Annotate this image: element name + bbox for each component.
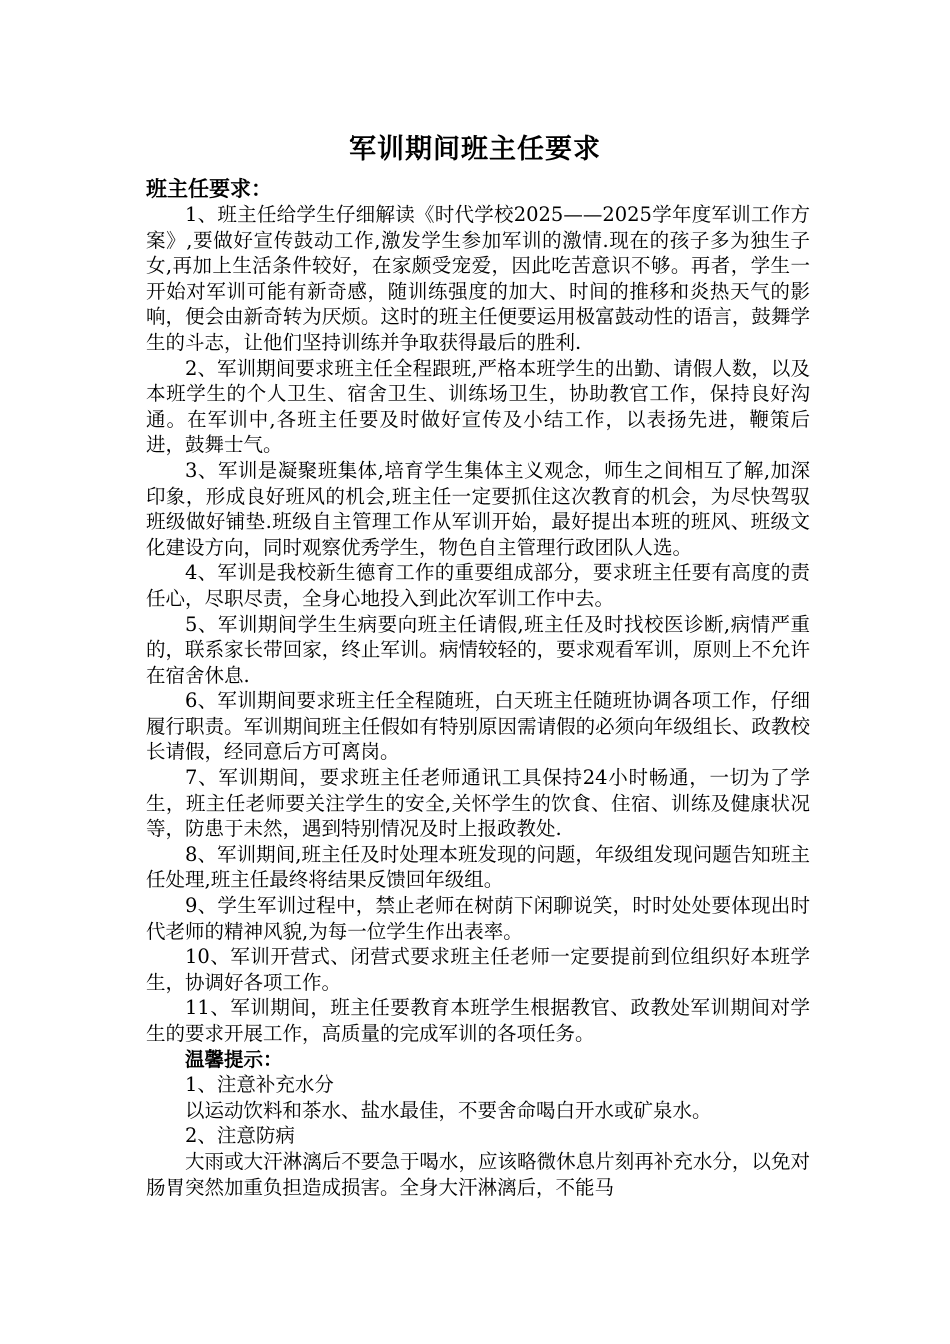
requirement-paragraph: 1、班主任给学生仔细解读《时代学校2025——2025学年度军训工作方案》,要做好宣传鼓动工作,激发学生参加军训的激情.现在的孩子多为独生子女,再加上生活条件较好，在家颇受宠爱，因此吃苦意识不够。再者，学生一开始对军训可能有新奇感，随训练强度的加大、时间的推移和炎热天气的影响，便会由新奇转为厌烦。这时的班主任便要运用极富鼓动性的语言，鼓舞学生的斗志，让他们坚持训练并争取获得最后的胜利. [146,203,810,354]
tip-item-title: 1、注意补充水分 [185,1073,334,1097]
requirement-paragraph: 5、军训期间学生生病要向班主任请假,班主任及时找校医诊断,病情严重的，联系家长带回家，终止军训。病情较轻的，要求观看军训，原则上不允许在宿舍休息. [146,612,810,687]
requirement-paragraph: 7、军训期间，要求班主任老师通讯工具保持24小时畅通，一切为了学生，班主任老师要关注学生的安全,关怀学生的饮食、住宿、训练及健康状况等，防患于未然，遇到特别情况及时上报政教处. [146,766,810,841]
tip-item-title: 2、注意防病 [185,1124,295,1148]
requirement-paragraph: 9、学生军训过程中，禁止老师在树荫下闲聊说笑，时时处处要体现出时代老师的精神风貌,为每一位学生作出表率。 [146,894,810,943]
requirement-paragraph: 10、军训开营式、闭营式要求班主任老师一定要提前到位组织好本班学生，协调好各项工作。 [146,945,810,994]
requirement-paragraph: 8、军训期间,班主任及时处理本班发现的问题，年级组发现问题告知班主任处理,班主任最终将结果反馈回年级组。 [146,842,810,892]
requirement-paragraph: 3、军训是凝聚班集体,培育学生集体主义观念，师生之间相互了解,加深印象，形成良好班风的机会,班主任一定要抓住这次教育的机会，为尽快驾驭班级做好铺垫.班级自主管理工作从军训开始，最好提出本班的班风、班级文化建设方向，同时观察优秀学生，物色自主管理行政团队人选。 [146,458,810,559]
tip-item-text: 大雨或大汗淋漓后不要急于喝水，应该略微休息片刻再补充水分，以免对肠胃突然加重负担造成损害。全身大汗淋漓后，不能马 [146,1149,810,1199]
tip-item-text: 以运动饮料和茶水、盐水最佳，不要舍命喝白开水或矿泉水。 [185,1098,712,1122]
requirement-paragraph: 6、军训期间要求班主任全程随班，白天班主任随班协调各项工作，仔细履行职责。军训期间班主任假如有特别原因需请假的必须向年级组长、政教校长请假，经同意后方可离岗。 [146,689,810,764]
section-heading: 班主任要求： [146,176,272,201]
document-title: 军训期间班主任要求 [349,134,601,165]
tips-heading: 温馨提示： [185,1047,283,1071]
document-body [146,176,810,1200]
requirement-paragraph: 4、军训是我校新生德育工作的重要组成部分，要求班主任要有高度的责任心，尽职尽责，全身心地投入到此次军训工作中去。 [146,561,810,610]
requirement-paragraph: 2、军训期间要求班主任全程跟班,严格本班学生的出勤、请假人数，以及本班学生的个人卫生、宿舍卫生、训练场卫生，协助教官工作，保持良好沟通。在军训中,各班主任要及时做好宣传及小结工作，以表扬先进，鞭策后进，鼓舞士气。 [146,356,810,457]
requirement-paragraph: 11、军训期间，班主任要教育本班学生根据教官、政教处军训期间对学生的要求开展工作，高质量的完成军训的各项任务。 [146,996,810,1045]
